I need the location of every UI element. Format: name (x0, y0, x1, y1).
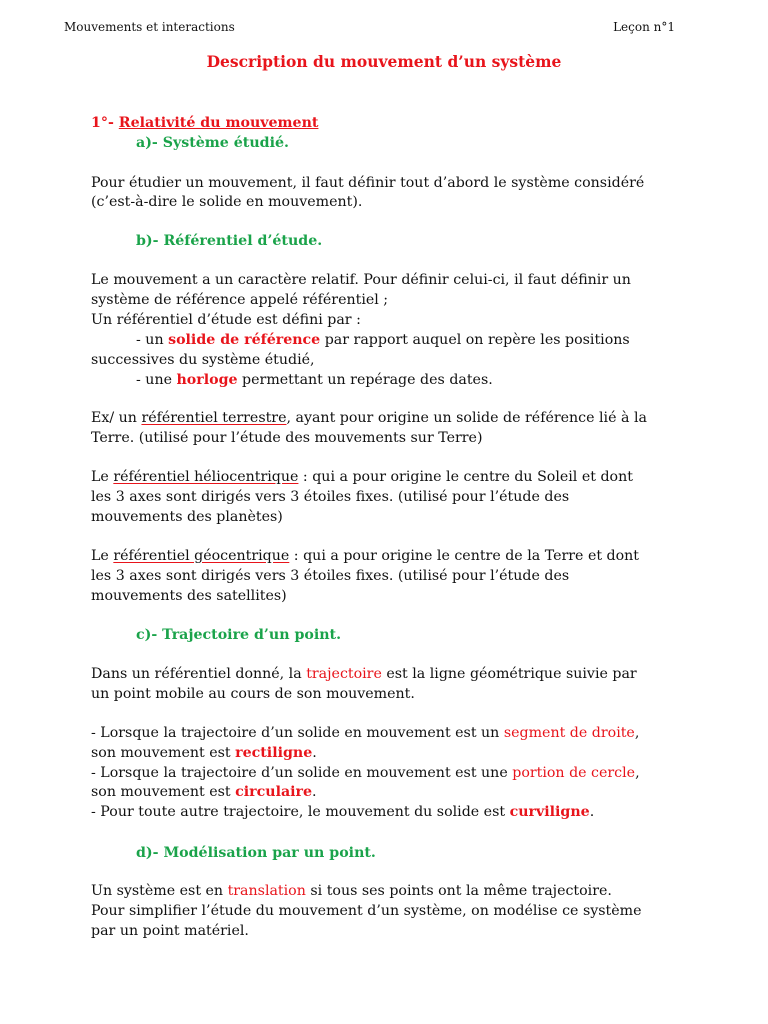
text-run: son mouvement est (91, 784, 236, 800)
helio-line-1 (91, 467, 633, 487)
para-b-line-6 (136, 370, 493, 390)
text-run: : qui a pour origine le centre de la Terre et dont (289, 548, 640, 564)
text-run: , (634, 725, 640, 741)
text-run: est la ligne géométrique suivie par (381, 666, 637, 682)
text-run: . (312, 784, 317, 800)
text-run: . (312, 745, 317, 761)
subsection-c-heading: c)- Trajectoire d’un point. (136, 627, 342, 643)
term-solide-de-reference: solide de référence (168, 332, 321, 348)
text-run: Le (91, 469, 114, 485)
subsection-d-heading: d)- Modélisation par un point. (136, 845, 376, 861)
case-line-2 (91, 743, 317, 763)
subsection-b-heading: b)- Référentiel d’étude. (136, 233, 323, 249)
text-run: : qui a pour origine le centre du Soleil et dont (298, 469, 633, 485)
text-run: Un système est en (91, 883, 228, 899)
para-b-line-2: système de référence appelé référentiel ; (91, 292, 389, 308)
para-b-line-5: successives du système étudié, (91, 352, 315, 368)
text-run: permettant un repérage des dates. (237, 372, 493, 388)
helio-line-3: mouvements des planètes) (91, 509, 283, 525)
section-1-heading (91, 113, 318, 133)
para-c-line-2: un point mobile au cours de son mouvement. (91, 686, 415, 702)
term-rectiligne: rectiligne (235, 745, 313, 761)
helio-line-2: les 3 axes sont dirigés vers 3 étoiles fixes. (utilisé pour l’étude des (91, 489, 570, 505)
header-lesson-number: Leçon n°1 (613, 20, 675, 34)
text-run: - Pour toute autre trajectoire, le mouvement du solide est (91, 804, 510, 820)
section-1-number: 1°- (91, 115, 119, 131)
text-run: Ex/ un (91, 410, 142, 426)
term-referentiel-terrestre: référentiel terrestre (141, 410, 287, 426)
case-line-3 (91, 763, 640, 783)
case-line-4 (91, 782, 317, 802)
text-run: Le (91, 548, 114, 564)
text-run: par rapport auquel on repère les positions (320, 332, 630, 348)
text-run: - un (136, 332, 169, 348)
geo-line-3: mouvements des satellites) (91, 588, 287, 604)
para-d-line-2: Pour simplifier l’étude du mouvement d’un système, on modélise ce système (91, 903, 642, 919)
text-run: son mouvement est (91, 745, 236, 761)
text-run: - Lorsque la trajectoire d’un solide en mouvement est une (91, 765, 513, 781)
geo-line-1 (91, 546, 639, 566)
text-run: , (635, 765, 640, 781)
case-line-1 (91, 723, 639, 743)
text-run: , ayant pour origine un solide de référence lié à la (286, 410, 647, 426)
term-trajectoire: trajectoire (306, 666, 382, 682)
para-d-line-3: par un point matériel. (91, 923, 249, 939)
text-run: . (589, 804, 595, 820)
para-b-line-3: Un référentiel d’étude est défini par : (91, 312, 361, 328)
term-horloge: horloge (176, 372, 238, 388)
para-a-line-1: Pour étudier un mouvement, il faut définir tout d’abord le système considéré (91, 175, 645, 191)
text-run: Dans un référentiel donné, la (91, 666, 307, 682)
section-1-label: Relativité du mouvement (118, 115, 319, 131)
para-c-line-1 (91, 664, 637, 684)
text-run: si tous ses points ont la même trajectoire. (305, 883, 612, 899)
header-subject: Mouvements et interactions (64, 20, 235, 34)
para-a-line-2: (c’est-à-dire le solide en mouvement). (91, 194, 363, 210)
term-segment-de-droite: segment de droite (503, 725, 635, 741)
page-title: Description du mouvement d’un système (206, 52, 562, 71)
case-line-5 (91, 802, 594, 822)
term-translation: translation (227, 883, 306, 899)
term-referentiel-geocentrique: référentiel géocentrique (113, 548, 290, 564)
term-referentiel-heliocentrique: référentiel héliocentrique (113, 469, 299, 485)
para-b-line-1: Le mouvement a un caractère relatif. Pour définir celui-ci, il faut définir un (91, 272, 631, 288)
text-run: - Lorsque la trajectoire d’un solide en mouvement est un (91, 725, 504, 741)
term-circulaire: circulaire (235, 784, 313, 800)
subsection-a-heading: a)- Système étudié. (136, 135, 289, 151)
text-run: - une (136, 372, 177, 388)
term-curviligne: curviligne (509, 804, 590, 820)
example-line-1 (91, 408, 647, 428)
para-d-line-1 (91, 881, 612, 901)
geo-line-2: les 3 axes sont dirigés vers 3 étoiles fixes. (utilisé pour l’étude des (91, 568, 570, 584)
term-portion-de-cercle: portion de cercle (512, 765, 636, 781)
example-line-2: Terre. (utilisé pour l’étude des mouvements sur Terre) (91, 430, 483, 446)
para-b-line-4 (136, 330, 630, 350)
